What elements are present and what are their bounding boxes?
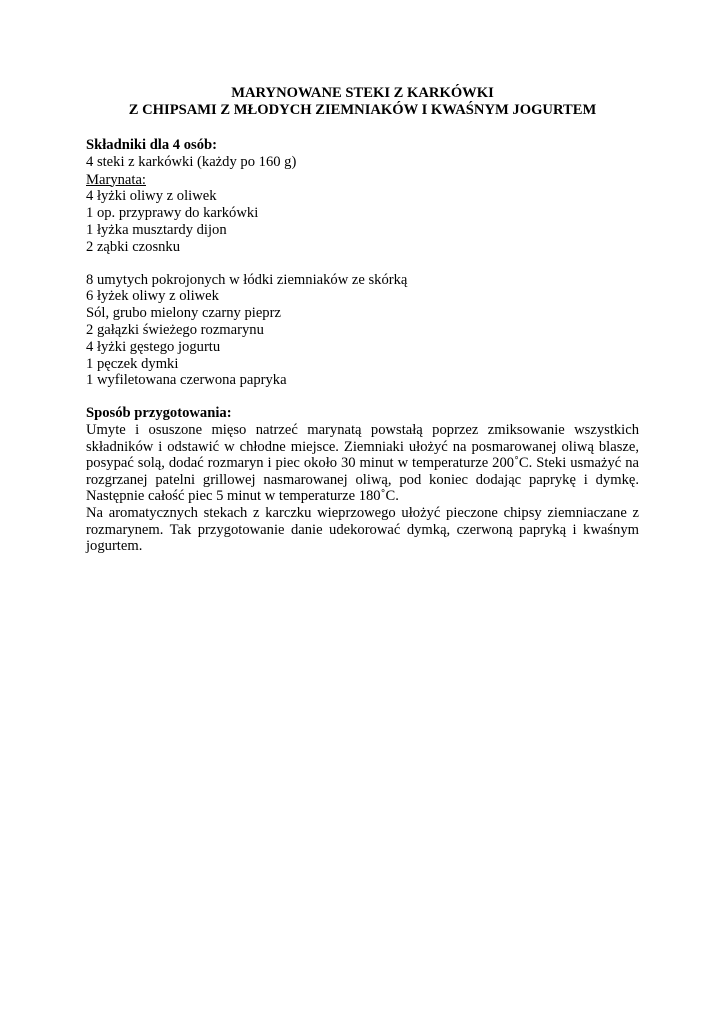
marinade-item: 1 łyżka musztardy dijon [86,221,227,238]
recipe-title-line-2: Z CHIPSAMI Z MŁODYCH ZIEMNIAKÓW I KWAŚNYM JOGURTEM [128,102,597,118]
marinade-item: 1 op. przyprawy do karkówki [86,205,259,222]
preparation-paragraph-2: Na aromatycznych stekach z karczku wieprzowego ułożyć pieczone chipsy ziemniaczane z rozmarynem. Tak przygotowanie danie udekorować dymką, czerwoną papryką i kwaśnym jogurtem. [86,504,639,555]
ingredient-item: 6 łyżek oliwy z oliwek [86,288,219,305]
other-ingredients-list [86,272,639,390]
recipe-title-line-1: MARYNOWANE STEKI Z KARKÓWKI [231,85,494,101]
marinade-item: 4 łyżki oliwy z oliwek [86,188,217,205]
preparation-paragraph-1: Umyte i osuszone mięso natrzeć marynatą powstałą poprzez zmiksowanie wszystkich składników i odstawić w chłodne miejsce. Ziemniaki ułożyć na posmarowanej oliwą blasze, posypać solą, dodać rozmaryn i piec około 30 minut w temperaturze 200˚C. Steki usmażyć na rozgrzanej patelni grillowej nasmarowanej oliwą, pod koniec dodając paprykę i dymkę. Następnie całość piec 5 minut w temperaturze 180˚C. [86,421,639,505]
recipe-content [86,85,639,555]
ingredients-heading: Składniki dla 4 osób: [86,137,218,153]
marinade-list [86,188,639,255]
ingredient-steaks: 4 steki z karkówki (każdy po 160 g) [86,153,297,170]
marinade-item: 2 ząbki czosnku [86,238,181,255]
ingredient-item: 8 umytych pokrojonych w łódki ziemniaków ze skórką [86,271,408,288]
preparation-heading: Sposób przygotowania: [86,405,232,422]
ingredient-item: 1 wyfiletowana czerwona papryka [86,372,287,389]
ingredient-item: 4 łyżki gęstego jogurtu [86,338,221,355]
ingredient-item: 2 gałązki świeżego rozmarynu [86,321,264,338]
ingredient-item: 1 pęczek dymki [86,355,179,372]
ingredient-item: Sól, grubo mielony czarny pieprz [86,305,281,322]
marinade-label: Marynata: [86,171,146,188]
